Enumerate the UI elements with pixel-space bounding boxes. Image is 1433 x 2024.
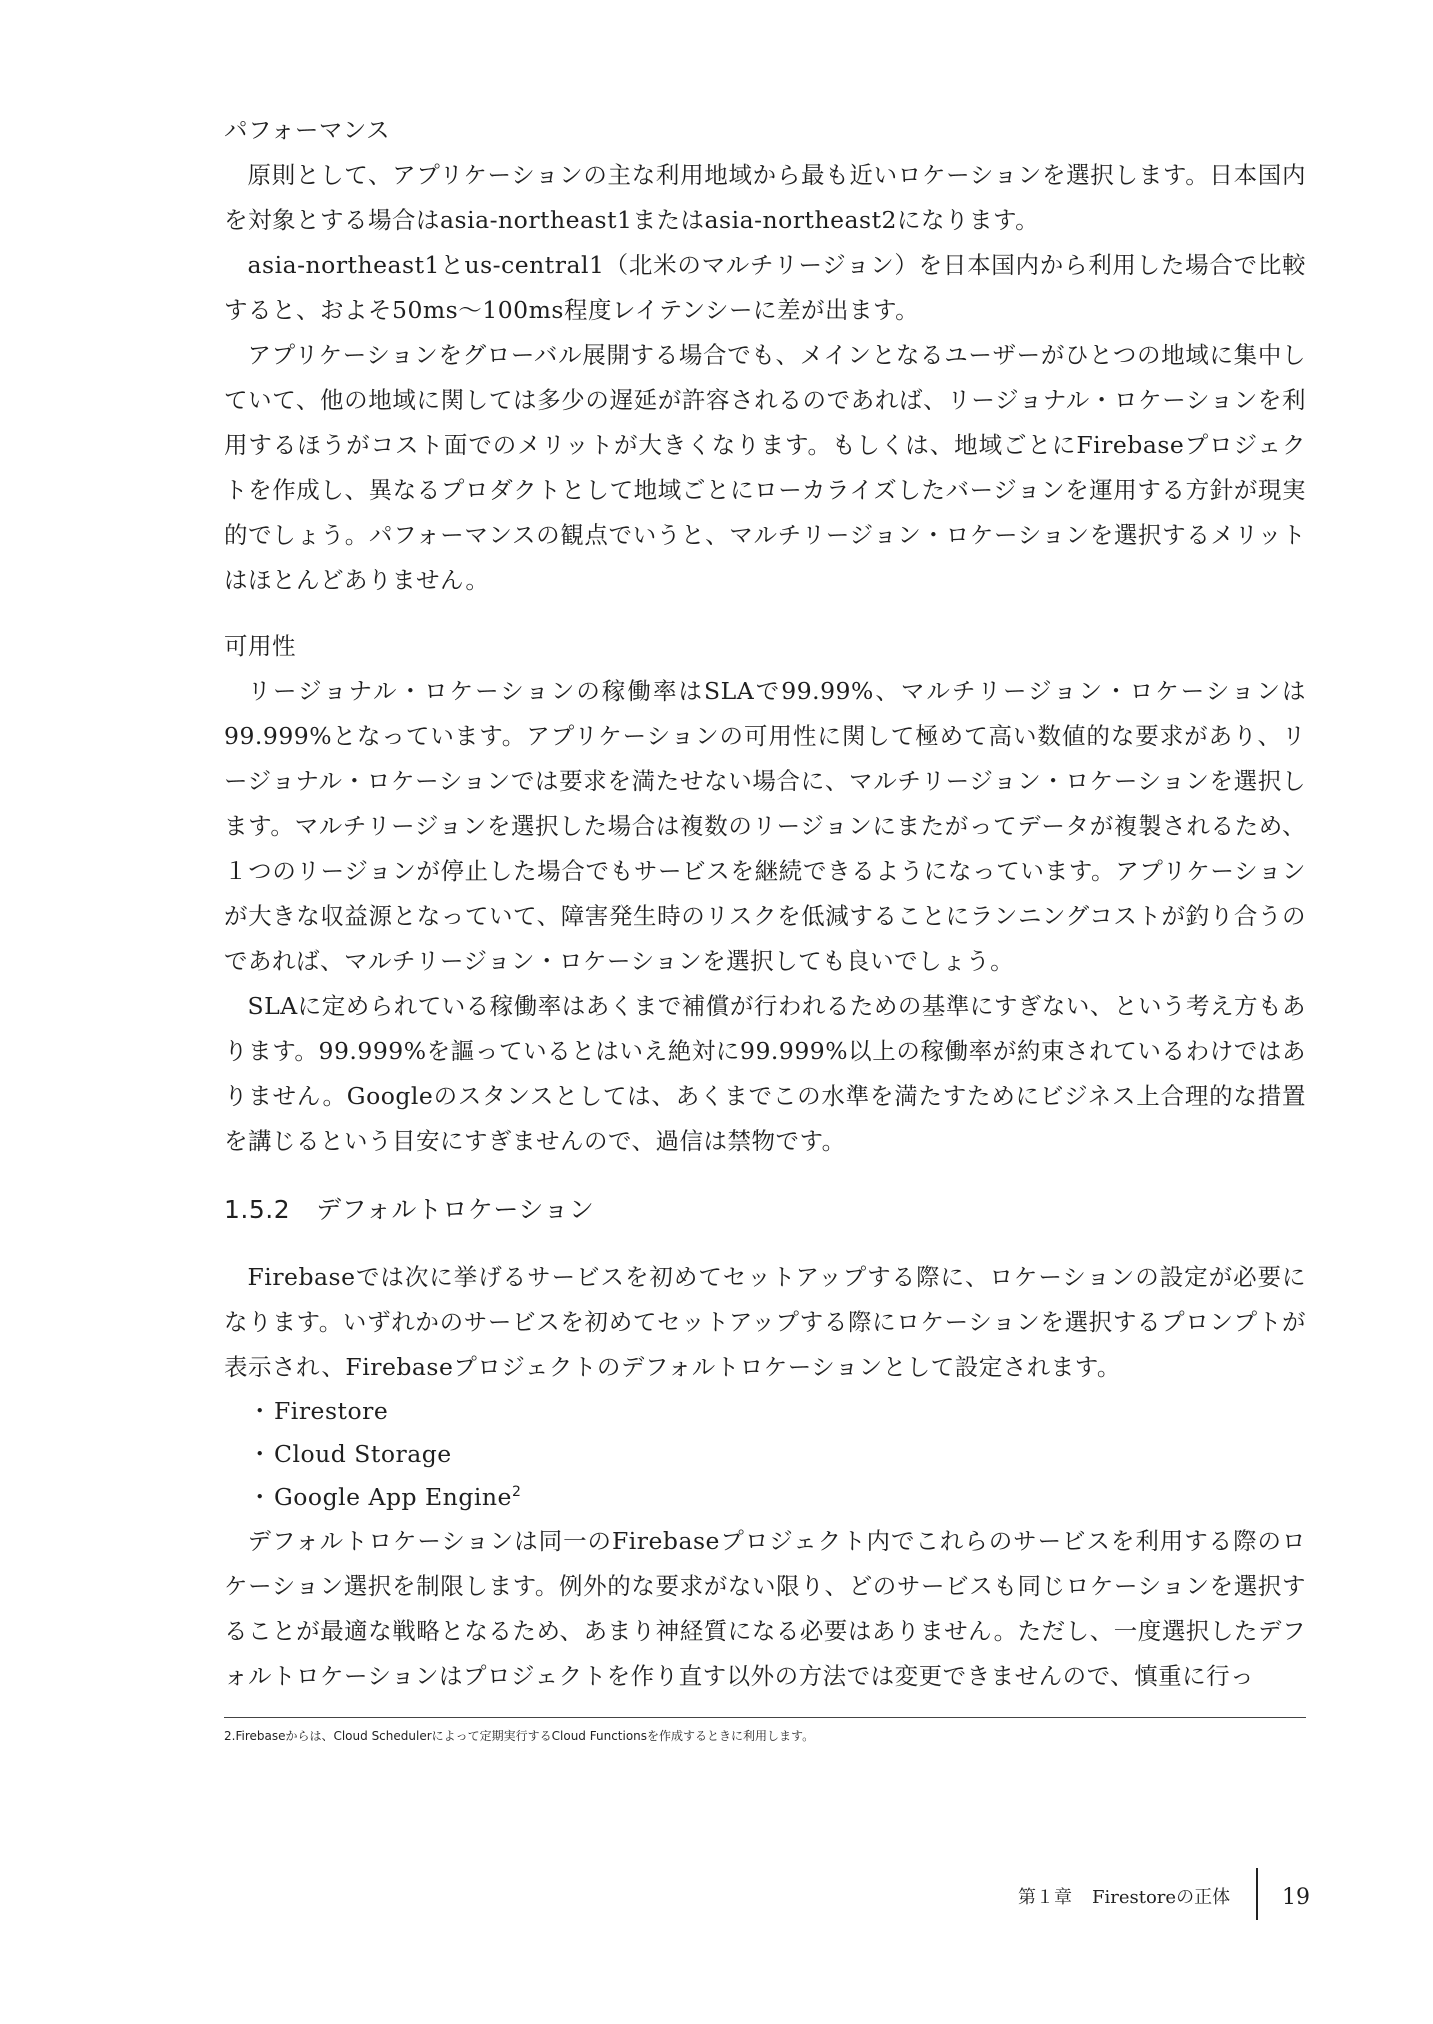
paragraph-availability-1: リージョナル・ロケーションの稼働率はSLAで99.99%、マルチリージョン・ロケーションは99.999%となっています。アプリケーションの可用性に関して極めて高い数値的な要求があり、リージョナル・ロケーションでは要求を満たせない場合に、マルチリージョン・ロケーションを選択します。マルチリージョンを選択した場合は複数のリージョンにまたがってデータが複製されるため、１つのリージョンが停止した場合でもサービスを継続できるようになっています。アプリケーションが大きな収益源となっていて、障害発生時のリスクを低減することにランニングコストが釣り合うのであれば、マルチリージョン・ロケーションを選択しても良いでしょう。 <box>224 677 1306 975</box>
paragraph-performance-3: アプリケーションをグローバル展開する場合でも、メインとなるユーザーがひとつの地域に集中していて、他の地域に関しては多少の遅延が許容されるのであれば、リージョナル・ロケーションを利用するほうがコスト面でのメリットが大きくなります。もしくは、地域ごとにFirebaseプロジェクトを作成し、異なるプロダクトとして地域ごとにローカライズしたバージョンを運用する方針が現実的でしょう。パフォーマンスの観点でいうと、マルチリージョン・ロケーションを選択するメリットはほとんどありません。 <box>224 341 1306 594</box>
footnote-reference[interactable]: 2 <box>511 1484 522 1500</box>
spacer <box>224 1164 1306 1185</box>
page-body <box>224 108 1306 1699</box>
paragraph-performance-2: asia-northeast1とus-central1（北米のマルチリージョン）を日本国内から利用した場合で比較すると、およそ50ms〜100ms程度レイテンシーに差が出ます。 <box>224 251 1306 324</box>
footnote: 2.Firebaseからは、Cloud Schedulerによって定期実行するCloud Functionsを作成するときに利用します。 <box>224 1729 815 1743</box>
bullet-icon: ・ <box>248 1483 272 1511</box>
footer-divider <box>1256 1868 1258 1920</box>
service-list <box>224 1390 1306 1519</box>
bullet-icon: ・ <box>248 1397 272 1425</box>
paragraph-availability-2: SLAに定められている稼働率はあくまで補償が行われるための基準にすぎない、という考え方もあります。99.999%を謳っているとはいえ絶対に99.999%以上の稼働率が約束されているわけではありません。Googleのスタンスとしては、あくまでこの水準を満たすためにビジネス上合理的な措置を講じるという目安にすぎませんので、過信は禁物です。 <box>224 992 1306 1155</box>
subheading-performance: パフォーマンス <box>224 116 391 144</box>
paragraph-default-location-closing: デフォルトロケーションは同一のFirebaseプロジェクト内でこれらのサービスを利用する際のロケーション選択を制限します。例外的な要求がない限り、どのサービスも同じロケーションを選択することが最適な戦略となるため、あまり神経質になる必要はありません。ただし、一度選択したデフォルトロケーションはプロジェクトを作り直す以外の方法では変更できませんので、慎重に行っ <box>224 1527 1306 1690</box>
spacer <box>224 603 1306 624</box>
list-item <box>248 1390 1306 1433</box>
subheading-availability: 可用性 <box>224 632 296 660</box>
section-number: 1.5.2 <box>224 1195 291 1224</box>
list-item <box>248 1476 1306 1519</box>
footer-chapter: 第１章 <box>1018 1887 1072 1908</box>
list-item-label: Cloud Storage <box>274 1440 452 1468</box>
bullet-icon: ・ <box>248 1440 272 1468</box>
section-heading <box>224 1187 1306 1232</box>
list-item-label: Firestore <box>274 1397 389 1425</box>
footnote-divider <box>224 1717 1306 1718</box>
page-number: 19 <box>1282 1885 1310 1910</box>
paragraph-performance-1: 原則として、アプリケーションの主な利用地域から最も近いロケーションを選択します。日本国内を対象とする場合はasia-northeast1またはasia-northeast2になります。 <box>224 161 1306 234</box>
footer-chapter-title: Firestoreの正体 <box>1092 1887 1231 1908</box>
paragraph-default-location-intro: Firebaseでは次に挙げるサービスを初めてセットアップする際に、ロケーションの設定が必要になります。いずれかのサービスを初めてセットアップする際にロケーションを選択するプロンプトが表示され、Firebaseプロジェクトのデフォルトロケーションとして設定されます。 <box>224 1263 1306 1381</box>
list-item <box>248 1433 1306 1476</box>
list-item-label: Google App Engine <box>274 1483 512 1511</box>
section-title: デフォルトロケーション <box>316 1195 595 1224</box>
